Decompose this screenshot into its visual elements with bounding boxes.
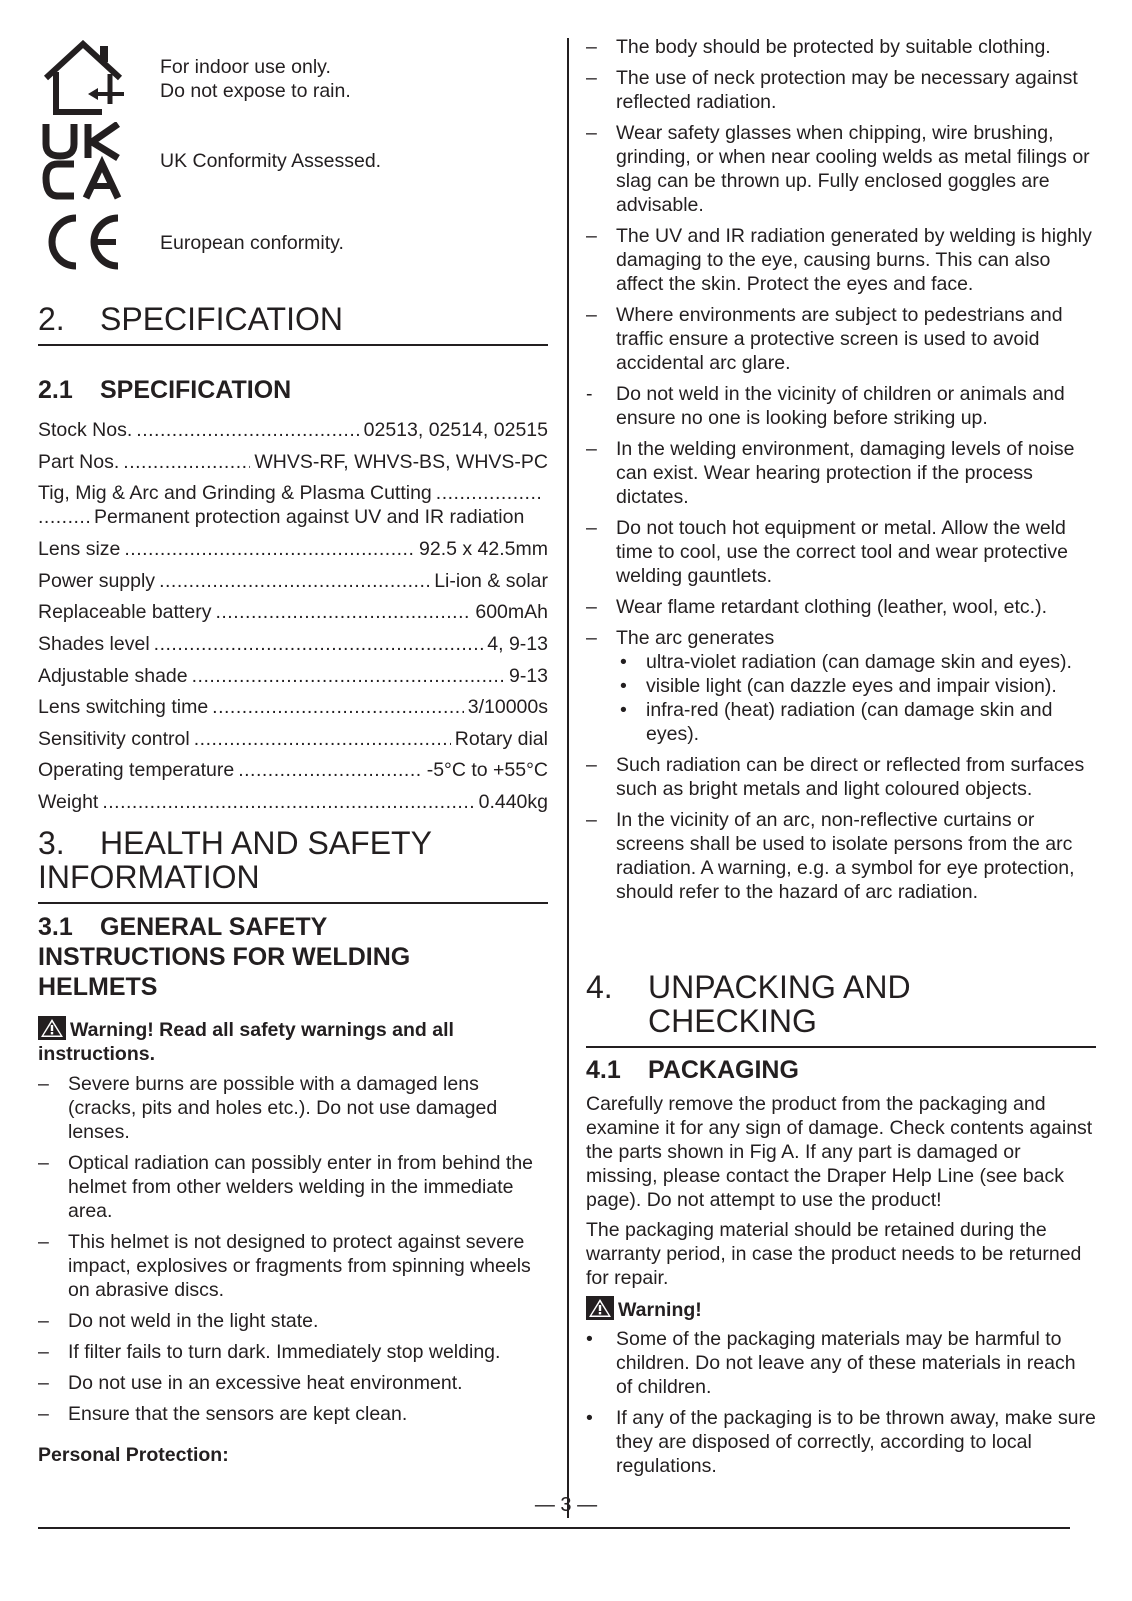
packaging-paragraph-1: Carefully remove the product from the packaging and examine it for any sign of damage. Check contents against the parts shown in Fig A. If any part is damaged or missing, please contact the Draper Help Line (see back page). Do not attempt to use the product!: [586, 1093, 1093, 1211]
warning-triangle-icon: [38, 1016, 66, 1040]
spec-key: Power supply: [38, 569, 156, 592]
section-3-heading: [38, 826, 548, 904]
packaging-paragraph-2: The packaging material should be retained during the warranty period, in case the product needs to be returned for repair.: [586, 1219, 1082, 1289]
section-3-1-heading: [38, 912, 548, 1002]
page-number: — 3 —: [534, 1494, 598, 1516]
warning-triangle-icon: [586, 1296, 614, 1320]
section-4-1-heading: [586, 1055, 1096, 1085]
list-item: – The UV and IR radiation generated by welding is highly damaging to the eye, causing burns. This can also affect the skin. Protect the eyes and face.: [586, 225, 1092, 295]
safety-list: [38, 1072, 548, 1433]
spec-row: [38, 600, 548, 632]
section-title: HEALTH AND SAFETY: [100, 825, 432, 861]
spec-row: [38, 632, 548, 664]
spec-value: 92.5 x 42.5mm: [419, 538, 548, 561]
spec-key: Adjustable shade: [38, 664, 188, 687]
spec-key: Lens switching time: [38, 696, 209, 719]
spec-row: [38, 450, 548, 482]
spec-row: [38, 664, 548, 696]
sub-list-item: • infra-red (heat) radiation (can damage skin and eyes).: [620, 699, 1053, 745]
spec-key: Tig, Mig & Arc and Grinding & Plasma Cutting: [38, 482, 432, 505]
footer-rule: [38, 1527, 1070, 1529]
list-item: – Wear flame retardant clothing (leather, wool, etc.).: [586, 596, 1048, 618]
list-item-arc: – The arc generates • ultra-violet radiation (can damage skin and eyes). • visible light (can dazzle eyes and impair vision). • infra-red (heat) radiation (can damage skin and eyes).: [586, 626, 1096, 746]
spec-key: Replaceable battery: [38, 601, 212, 624]
list-item: – Where environments are subject to pedestrians and traffic ensure a protective screen is used to avoid accidental arc glare.: [586, 304, 1063, 374]
section-4-heading: [586, 970, 1096, 1048]
section-title: HELMETS: [38, 973, 158, 1001]
symbol-line: UK Conformity Assessed.: [160, 150, 382, 172]
spec-value: 3/10000s: [467, 696, 548, 719]
spec-key: Sensitivity control: [38, 727, 190, 750]
protection-list: [586, 35, 1096, 911]
spec-key: Weight: [38, 790, 99, 813]
list-item: – If filter fails to turn dark. Immediately stop welding.: [38, 1341, 501, 1363]
spec-value: Permanent protection against UV and IR radiation: [94, 506, 525, 529]
spec-key: Shades level: [38, 632, 150, 655]
list-item: – Severe burns are possible with a damaged lens (cracks, pits and holes etc.). Do not use damaged lenses.: [38, 1073, 498, 1143]
ukca-mark-icon: [42, 122, 122, 200]
spec-value: 02513, 02514, 02515: [363, 419, 548, 441]
list-item: • Some of the packaging materials may be harmful to children. Do not leave any of these materials in reach of children.: [586, 1328, 1076, 1398]
list-item: – Do not weld in the light state.: [38, 1310, 319, 1332]
section-number: 3.: [38, 825, 65, 861]
section-number: 4.1: [586, 1056, 621, 1084]
spec-row: [38, 481, 548, 537]
list-item: – The use of neck protection may be necessary against reflected radiation.: [586, 67, 1078, 113]
ce-mark-icon: [42, 214, 122, 270]
section-title: PACKAGING: [648, 1056, 799, 1084]
list-item: – Such radiation can be direct or reflected from surfaces such as bright metals and light coloured objects.: [586, 754, 1085, 800]
spec-value: 600mAh: [475, 601, 548, 624]
packaging-bullets: [586, 1327, 1096, 1485]
section-title: SPECIFICATION: [100, 301, 343, 337]
list-item: – This helmet is not designed to protect against severe impact, explosives or fragments from spinning wheels on abrasive discs.: [38, 1231, 531, 1301]
spec-row: [38, 758, 548, 790]
spec-key: Part Nos.: [38, 450, 120, 473]
spec-row: [38, 695, 548, 727]
spec-value: WHVS-RF, WHVS-BS, WHVS-PC: [254, 450, 548, 473]
spec-key: Operating temperature: [38, 759, 235, 782]
spec-row: [38, 537, 548, 569]
spec-row: [38, 790, 548, 822]
spec-value: 9-13: [508, 664, 548, 687]
warning-text: Warning!: [618, 1299, 702, 1321]
symbol-line: European conformity.: [160, 232, 344, 254]
house-indoor-icon: [40, 40, 126, 118]
section-title: INSTRUCTIONS FOR WELDING: [38, 943, 411, 971]
section-number: 2.1: [38, 376, 73, 404]
warning-text: instructions.: [38, 1043, 156, 1065]
spec-row: [38, 569, 548, 601]
spec-row: [38, 418, 548, 450]
list-item: – Optical radiation can possibly enter in from behind the helmet from other welders welding in the immediate area.: [38, 1152, 534, 1222]
symbol-text-indoor: [160, 55, 351, 103]
warning-packaging: [586, 1296, 1096, 1322]
section-title: GENERAL SAFETY: [100, 913, 328, 941]
warning-read-all: [38, 1016, 548, 1066]
section-number: 3.1: [38, 913, 73, 941]
section-2-1-heading: [38, 375, 548, 405]
symbol-text-ukca: [160, 149, 381, 173]
list-item: – Ensure that the sensors are kept clean.: [38, 1403, 408, 1425]
spec-key: Lens size: [38, 538, 121, 561]
list-item: – In the welding environment, damaging levels of noise can exist. Wear hearing protection if the process dictates.: [586, 438, 1075, 508]
spec-value: Rotary dial: [454, 727, 548, 750]
warning-text: Warning! Read all safety warnings and all: [70, 1019, 454, 1041]
spec-value: 0.440kg: [478, 790, 548, 813]
spec-row: [38, 727, 548, 759]
spec-value: -5°C to +55°C: [426, 759, 548, 782]
section-title: INFORMATION: [38, 859, 260, 895]
symbol-text-ce: [160, 231, 344, 255]
section-2-heading: [38, 302, 548, 346]
personal-protection-heading: Personal Protection:: [38, 1444, 229, 1466]
symbol-line: Do not expose to rain.: [160, 80, 351, 102]
symbol-line: For indoor use only.: [160, 56, 331, 78]
list-item: – Do not use in an excessive heat environment.: [38, 1372, 463, 1394]
section-number: 2.: [38, 301, 65, 337]
section-title: CHECKING: [648, 1003, 817, 1039]
list-item: - Do not weld in the vicinity of children or animals and ensure no one is looking before striking up.: [586, 383, 1065, 429]
section-title: SPECIFICATION: [100, 376, 292, 404]
list-item: – Do not touch hot equipment or metal. Allow the weld time to cool, use the correct tool and wear protective welding gauntlets.: [586, 517, 1068, 587]
list-item: – In the vicinity of an arc, non-reflective curtains or screens shall be used to isolate persons from the arc radiation. A warning, e.g. a symbol for eye protection, should refer to the hazard of arc radiation.: [586, 809, 1075, 903]
section-title: UNPACKING AND: [648, 969, 911, 1005]
list-item: • If any of the packaging is to be thrown away, make sure they are disposed of correctly, according to local regulations.: [586, 1407, 1096, 1477]
spec-value: Li-ion & solar: [434, 569, 548, 592]
list-item: – Wear safety glasses when chipping, wire brushing, grinding, or when near cooling welds as metal filings or slag can be thrown up. Fully enclosed goggles are advisable.: [586, 122, 1090, 216]
sub-list-item: • visible light (can dazzle eyes and impair vision).: [620, 675, 1057, 697]
arc-sub-list: [616, 650, 1096, 746]
section-number: 4.: [586, 969, 613, 1005]
spec-list: [38, 418, 548, 822]
spec-value: 4, 9-13: [487, 632, 548, 655]
list-item: – The body should be protected by suitable clothing.: [586, 36, 1051, 58]
column-divider: [567, 38, 569, 1518]
spec-key: Stock Nos.: [38, 419, 133, 441]
sub-list-item: • ultra-violet radiation (can damage skin and eyes).: [620, 651, 1072, 673]
